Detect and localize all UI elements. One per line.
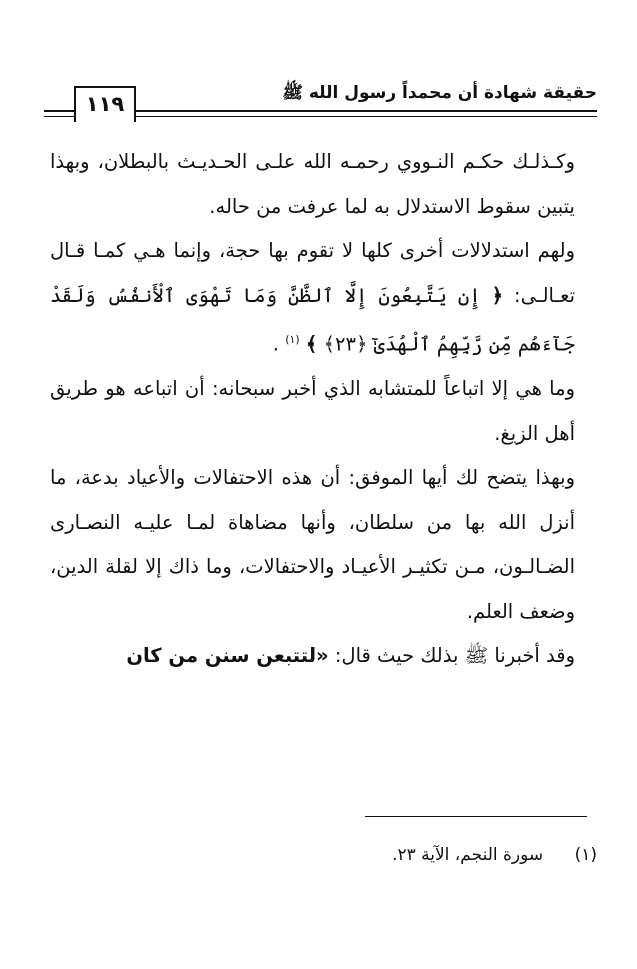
- paragraph-4: وبهذا يتضح لك أيها الموفق: أن هذه الاحتفالات والأعياد بدعة، ما أنزل الله بها من سلطان، وأنها مضاهاة لمـا عليـه النصـارى الضـالـون، مـن تكثيـر الأعيـاد والاحتفالات، وما ذاك إلا لقلة الدين، وضعف العلم.: [50, 466, 575, 623]
- footnote-separator: [365, 816, 587, 817]
- paragraph-2: [50, 229, 597, 367]
- paragraph-1: وكـذلـك حكـم النـووي رحمـه الله علـى الحـديـث بالبطلان، وبهذا يتبين سقوط الاستدلال به لما عرفت من حاله.: [50, 150, 575, 218]
- footnote-reference: (١): [285, 333, 300, 346]
- hadith-quote: «لتتبعن سنن من كان: [126, 644, 329, 667]
- footnote-text: سورة النجم، الآية ٢٣.: [392, 845, 544, 865]
- paragraph-5-intro: وقد أخبرنا ﷺ بذلك حيث قال:: [334, 644, 575, 667]
- quran-close-bracket: ﴾: [305, 332, 318, 356]
- paragraph-2-intro: ولهم استدلالات أخرى كلها لا تقوم بها حجة، وإنما هـي كمـا قـال تعـالـى:: [50, 239, 575, 307]
- quran-open-bracket: ﴿: [491, 283, 504, 307]
- running-header-title: حقيقة شهادة أن محمداً رسول الله ﷺ: [282, 83, 597, 103]
- paragraph-5: [50, 634, 597, 679]
- footnote: [392, 845, 597, 865]
- body-text: [50, 140, 597, 679]
- paragraph-2-end: .: [272, 332, 279, 356]
- page-number: ١١٩: [74, 86, 136, 122]
- paragraph-3: وما هي إلا اتباعاً للمتشابه الذي أخبر سبحانه: أن اتباعه هو طريق أهل الزيغ.: [50, 377, 575, 445]
- quran-verse: إِن يَتَّبِعُونَ إِلَّا ٱلظَّنَّ وَمَا تَهْوَى ٱلْأَنفُسُ وَلَقَدْ جَآءَهُم مِّن رَّبِّهِمُ ٱلْهُدَىٰٓ ﴿٢٣﴾: [50, 283, 575, 356]
- footnote-number: (١): [574, 845, 597, 865]
